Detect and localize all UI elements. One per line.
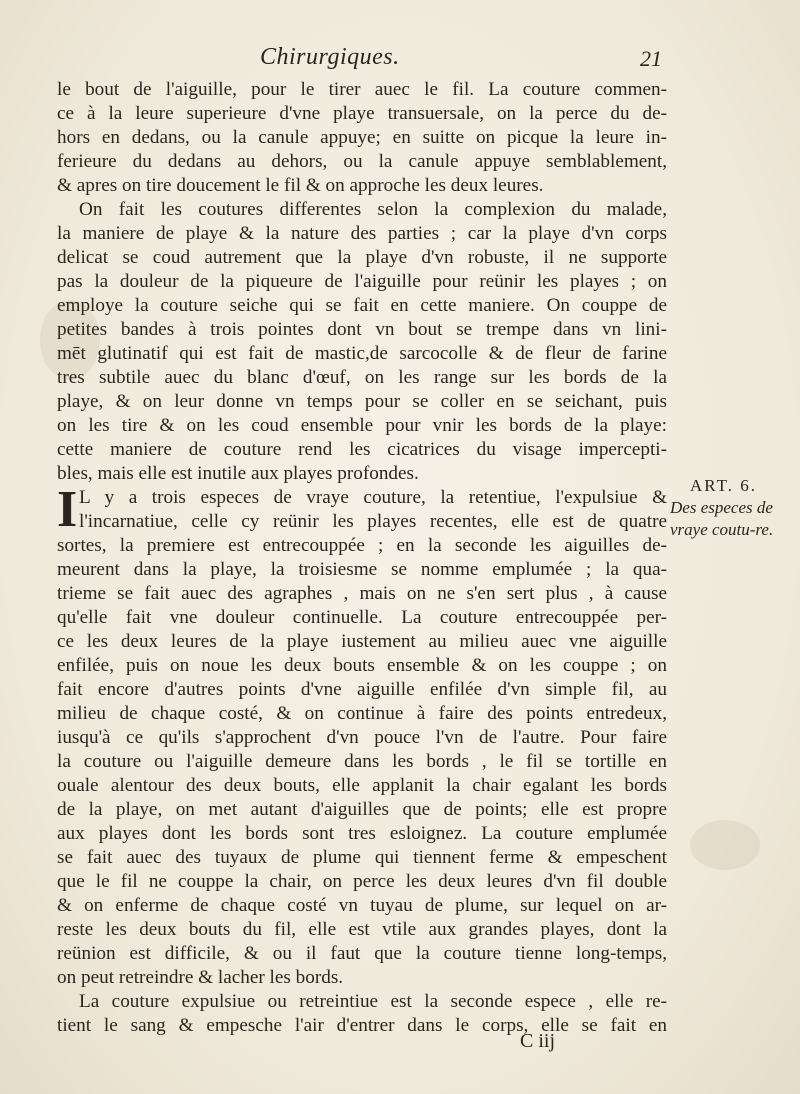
text-line: L y a trois especes de vraye couture, la retentiue, l'expulsiue &	[79, 487, 667, 508]
text-line: reste les deux bouts du fil, elle est vtile aux grandes playes, dont la	[57, 919, 667, 940]
text-line: qu'elle fait vne douleur continuelle. La couture entrecouppée per-	[57, 607, 667, 628]
text-line: La couture expulsiue ou retreintiue est la seconde espece , elle re-	[79, 991, 667, 1012]
text-line: on les tire & on les coud ensemble pour vnir les bords de la playe:	[57, 415, 667, 436]
text-line: l'incarnatiue, celle cy reünir les playes recentes, elle est de quatre	[79, 511, 667, 532]
signature-mark: C iij	[520, 1030, 556, 1052]
text-line: ferieure du dedans au dehors, ou la canule appuye semblablement,	[57, 151, 667, 172]
text-line: bles, mais elle est inutile aux playes profondes.	[57, 463, 419, 484]
drop-cap: I	[57, 481, 78, 538]
text-line: playe, & on leur donne vn temps pour se coller en se seichant, puis	[57, 391, 667, 412]
text-line: se fait auec des tuyaux de plume qui tiennent ferme & empeschent	[57, 847, 667, 868]
text-line: & on enferme de chaque costé vn tuyau de plume, sur lequel on ar-	[57, 895, 667, 916]
text-line: pas la douleur de la piqueure de l'aiguille pour reünir les playes ; on	[57, 271, 667, 292]
text-line: petites bandes à trois pointes dont vn bout se trempe dans vn lini-	[57, 319, 667, 340]
text-line: cette maniere de couture rend les cicatrices du visage impercepti-	[57, 439, 667, 460]
text-line: hors en dedans, ou la canule appuye; en suitte on picque la leure in-	[57, 127, 667, 148]
text-line: tres subtile auec du blanc d'œuf, on les range sur les bords de la	[57, 367, 667, 388]
text-line: ce à la leure superieure d'vne playe transuersale, on la perce du de-	[57, 103, 667, 124]
text-line: aux playes dont les bords sont tres esloignez. La couture emplumée	[57, 823, 667, 844]
text-line: on peut retreindre & lacher les bords.	[57, 967, 344, 988]
text-line: la couture ou l'aiguille demeure dans les bords , le fil se tortille en	[57, 751, 667, 772]
text-line: employe la couture seiche qui se fait en cette maniere. On couppe de	[57, 295, 667, 316]
text-line: sortes, la premiere est entrecouppée ; en la seconde les aiguilles de-	[57, 535, 667, 556]
text-line: de la playe, on met autant d'aiguilles que de points; elle est propre	[57, 799, 667, 820]
text-line: ouale alentour des deux bouts, elle applanit la chair egalant les bords	[57, 775, 667, 796]
text-line: tient le sang & empesche l'air d'entrer dans le corps, elle se fait en	[57, 1015, 667, 1036]
text-line: delicat se coud autrement que la playe d'vn robuste, il ne supporte	[57, 247, 667, 268]
text-line: meurent dans la playe, la troisiesme se nomme emplumée ; la qua-	[57, 559, 667, 580]
text-line: le bout de l'aiguille, pour le tirer auec le fil. La couture commen-	[57, 79, 667, 100]
text-line: iusqu'à ce qu'ils s'approchent d'vn pouce l'vn de l'autre. Pour faire	[57, 727, 667, 748]
text-line: On fait les coutures differentes selon la complexion du malade,	[79, 199, 667, 220]
page-number: 21	[640, 46, 662, 71]
text-line: reünion est difficile, & ou il faut que la couture tienne long-temps,	[57, 943, 667, 964]
text-line: milieu de chaque costé, & on continue à faire des points entredeux,	[57, 703, 667, 724]
text-line: fait encore d'autres points d'vne aiguille enfilée d'vn simple fil, au	[57, 679, 667, 700]
paper-stain	[690, 820, 760, 870]
page-header	[0, 44, 800, 80]
body-text	[57, 78, 667, 1038]
margin-note-article: ART. 6.	[690, 476, 757, 495]
text-line: que le fil ne couppe la chair, on perce les deux leures d'vn fil double	[57, 871, 667, 892]
text-line: enfilée, puis on noue les deux bouts ensemble & on les couppe ; on	[57, 655, 667, 676]
margin-note	[670, 475, 790, 541]
text-line: mēt glutinatif qui est fait de mastic,de sarcocolle & de fleur de farine	[57, 343, 667, 364]
running-title: Chirurgiques.	[260, 44, 400, 70]
text-line: & apres on tire doucement le fil & on approche les deux leures.	[57, 175, 544, 196]
margin-note-text: Des especes de vraye coutu-re.	[670, 498, 774, 539]
text-line: trieme se fait auec des agraphes , mais on ne s'en sert plus , à cause	[57, 583, 667, 604]
text-line: ce les deux leures de la playe iustement au milieu auec vne aiguille	[57, 631, 667, 652]
text-line: la maniere de playe & la nature des parties ; car la playe d'vn corps	[57, 223, 667, 244]
